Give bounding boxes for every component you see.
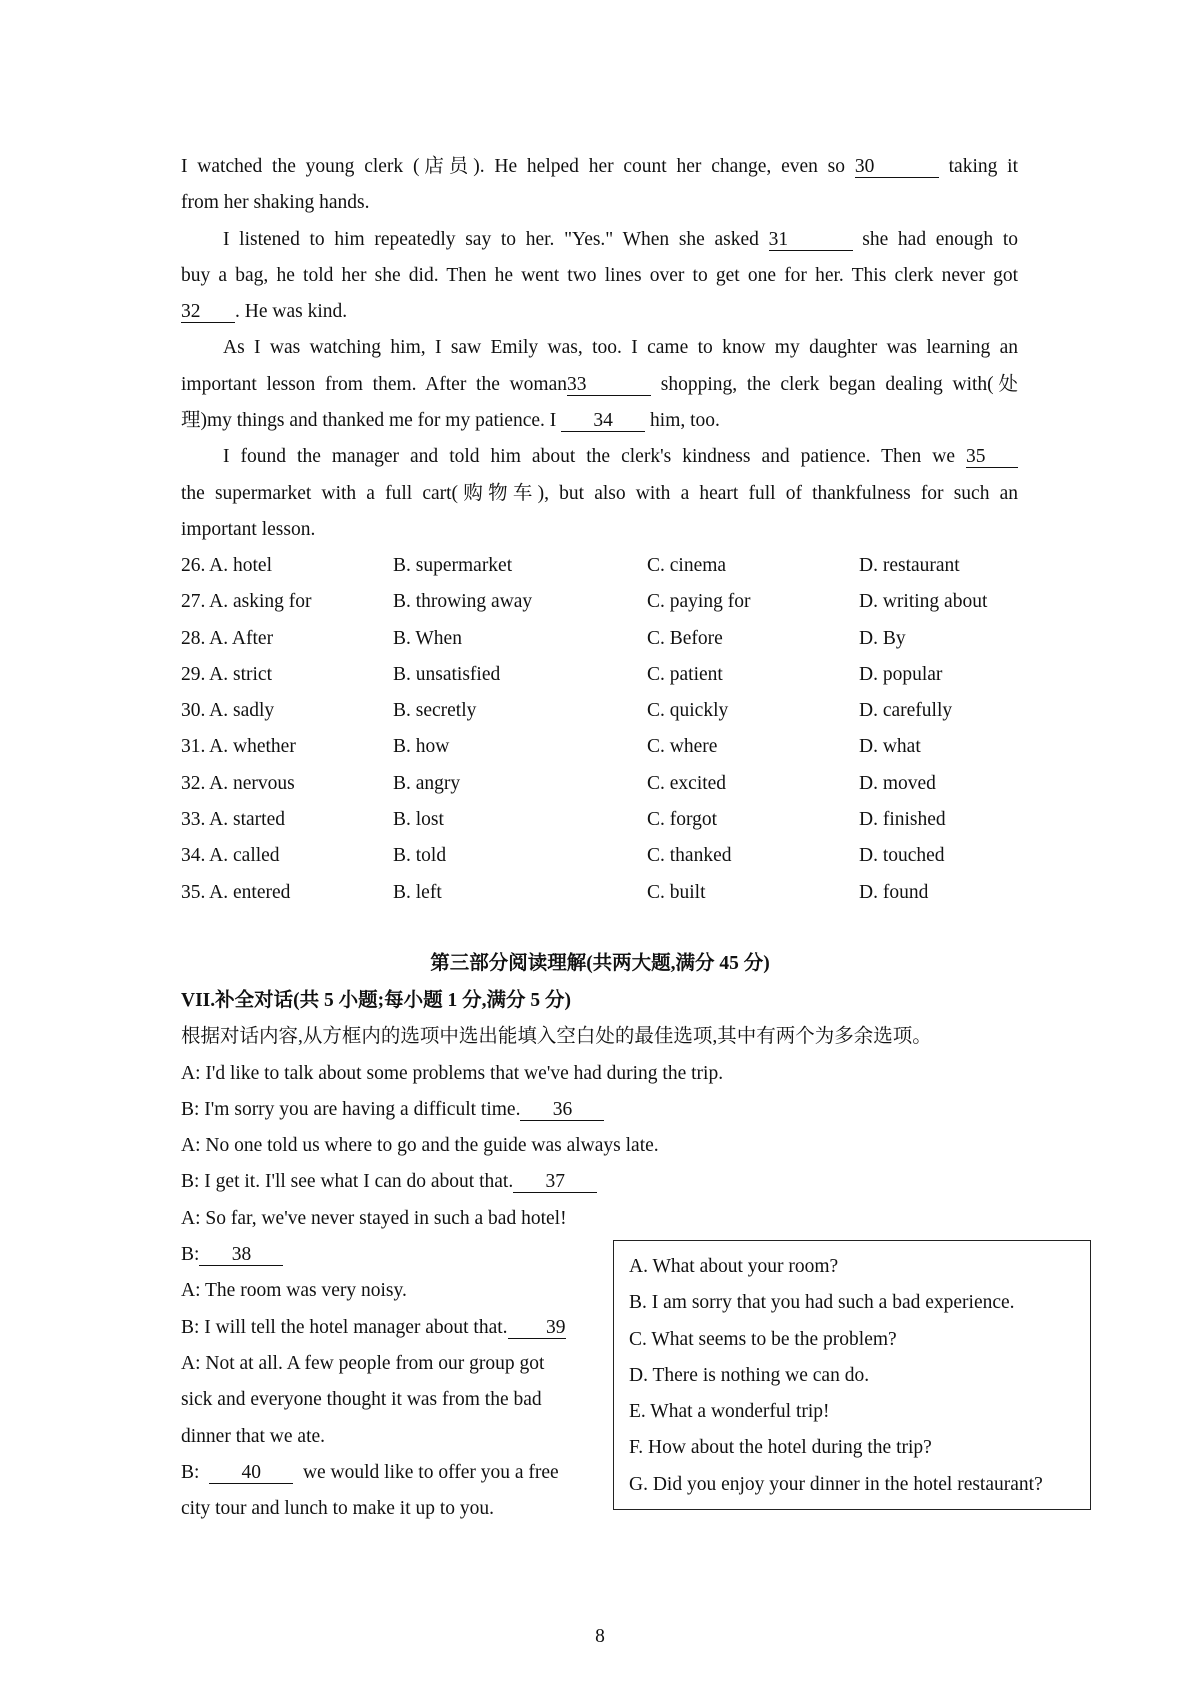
blank-30[interactable]: 30 [855,157,939,178]
option-table [181,548,1041,911]
option-item: D. finished [859,809,946,831]
text: B: [181,1244,200,1266]
choice-g: G. Did you enjoy your dinner in the hotel restaurant? [629,1473,1043,1495]
choice-a: A. What about your room? [629,1256,839,1277]
choice-b: B. I am sorry that you had such a bad experience. [629,1292,1015,1314]
blank-36[interactable]: 36 [520,1100,604,1121]
option-item: 31. A. whether [181,736,296,758]
blank-34[interactable]: 34 [561,411,645,432]
option-row [181,766,1041,802]
dialog-line: city tour and lunch to make it up to you. [181,1498,495,1520]
option-row [181,693,1041,729]
passage-line: buy a bag, he told her she did. Then he went two lines over to get one for her. This clerk never got [181,264,1018,286]
option-item: D. popular [859,663,943,685]
instruction: 根据对话内容,从方框内的选项中选出能填入空白处的最佳选项,其中有两个为多余选项。 [181,1026,932,1048]
option-item: C. thanked [647,845,732,867]
choice-box [613,1240,1091,1510]
text: we would like to offer you a free [302,1461,559,1483]
dialog-line [181,1164,1081,1200]
option-item: C. forgot [647,809,718,831]
passage-line [181,294,1018,330]
option-item: 29. A. strict [181,663,272,685]
option-item: D. what [859,736,921,758]
dialog-line: dinner that we ate. [181,1425,326,1447]
passage-line: important lesson. [181,518,316,540]
passage-line [181,222,1018,258]
option-item: B. lost [393,809,444,831]
blank-39[interactable]: 39 [508,1318,566,1339]
passage-line [181,149,1018,185]
blank-38[interactable]: 38 [199,1245,283,1266]
text: shopping, the clerk began dealing with(处 [660,373,1019,395]
option-item: D. restaurant [859,555,960,576]
blank-37[interactable]: 37 [513,1172,597,1193]
dialog-line: A: I'd like to talk about some problems that we've had during the trip. [181,1062,724,1084]
option-item: B. secretly [393,700,477,722]
option-item: B. left [393,881,442,903]
dialog-line: A: No one told us where to go and the guide was always late. [181,1135,659,1157]
option-item: 26. A. hotel [181,555,272,576]
passage-line: the supermarket with a full cart(购物车), but also with a heart full of thankfulness for such an [181,482,1018,504]
passage-line [181,403,1018,439]
passage-line: As I was watching him, I saw Emily was, too. I came to know my daughter was learning an [223,337,1018,359]
text: important lesson from them. After the woman [181,373,567,395]
text: him, too. [650,410,720,432]
option-row [181,875,1041,911]
text: I listened to him repeatedly say to her. "Yes." When she asked [223,228,759,250]
text: B: I will tell the hotel manager about that. [181,1316,508,1338]
dialog-line: A: Not at all. A few people from our group got [181,1352,545,1374]
option-item: C. built [647,881,706,903]
dialog-line: A: The room was very noisy. [181,1280,407,1302]
option-item: C. cinema [647,555,727,576]
option-item: C. quickly [647,700,729,722]
option-item: D. carefully [859,700,953,722]
text: 理)my things and thanked me for my patience. I [181,410,557,432]
blank-31[interactable]: 31 [769,230,853,251]
option-item: B. how [393,736,450,758]
option-row [181,657,1041,693]
choice-f: F. How about the hotel during the trip? [629,1437,932,1459]
option-item: B. angry [393,772,461,794]
choice-d: D. There is nothing we can do. [629,1364,870,1386]
cloze-passage [181,149,1018,548]
dialog-line: sick and everyone thought it was from the bad [181,1389,542,1411]
passage-line: from her shaking hands. [181,192,370,214]
option-item: D. By [859,627,906,649]
choice-e: E. What a wonderful trip! [629,1401,830,1423]
text: B: I'm sorry you are having a difficult time. [181,1098,521,1120]
text: she had enough to [862,228,1019,250]
option-item: D. touched [859,845,945,867]
option-row [181,548,1041,584]
option-item: 28. A. After [181,627,274,649]
option-row [181,729,1041,765]
part-title: VII.补全对话(共 5 小题;每小题 1 分,满分 5 分) [181,990,571,1011]
section-title: 第三部分阅读理解(共两大题,满分 45 分) [430,953,770,974]
passage-line [181,367,1018,403]
text: . He was kind. [235,301,348,323]
option-item: B. unsatisfied [393,663,501,685]
option-item: D. writing about [859,591,988,613]
option-item: C. Before [647,627,723,649]
option-item: B. told [393,845,447,867]
page-number: 8 [595,1626,605,1647]
text: I watched the young clerk (店员). He helped her count her change, even so [181,156,846,177]
blank-40[interactable]: 40 [209,1463,293,1484]
option-item: B. supermarket [393,555,513,576]
option-row [181,621,1041,657]
option-item: 32. A. nervous [181,772,295,794]
blank-32[interactable]: 32 [181,302,235,323]
passage-line [181,439,1018,475]
option-row [181,584,1041,620]
option-item: B. When [393,627,462,649]
dialog-line: A: So far, we've never stayed in such a bad hotel! [181,1207,567,1229]
dialog-line [181,1092,1081,1128]
option-row [181,802,1041,838]
text: B: I get it. I'll see what I can do about that. [181,1171,514,1193]
option-row [181,838,1041,874]
text: B: [181,1461,200,1483]
option-item: 34. A. called [181,845,280,867]
text: I found the manager and told him about the clerk's kindness and patience. Then we [223,446,955,468]
option-item: 33. A. started [181,809,285,831]
blank-35[interactable]: 35 [966,447,1018,468]
option-item: D. moved [859,772,936,794]
option-item: C. where [647,736,718,758]
option-item: 30. A. sadly [181,700,275,722]
option-item: C. excited [647,772,727,794]
option-item: C. patient [647,663,723,685]
option-item: C. paying for [647,591,751,613]
blank-33[interactable]: 33 [567,375,651,396]
option-item: B. throwing away [393,591,533,613]
option-item: 27. A. asking for [181,591,312,613]
choice-c: C. What seems to be the problem? [629,1328,897,1350]
text: taking it [948,156,1018,177]
option-item: 35. A. entered [181,881,291,903]
option-item: D. found [859,881,929,903]
